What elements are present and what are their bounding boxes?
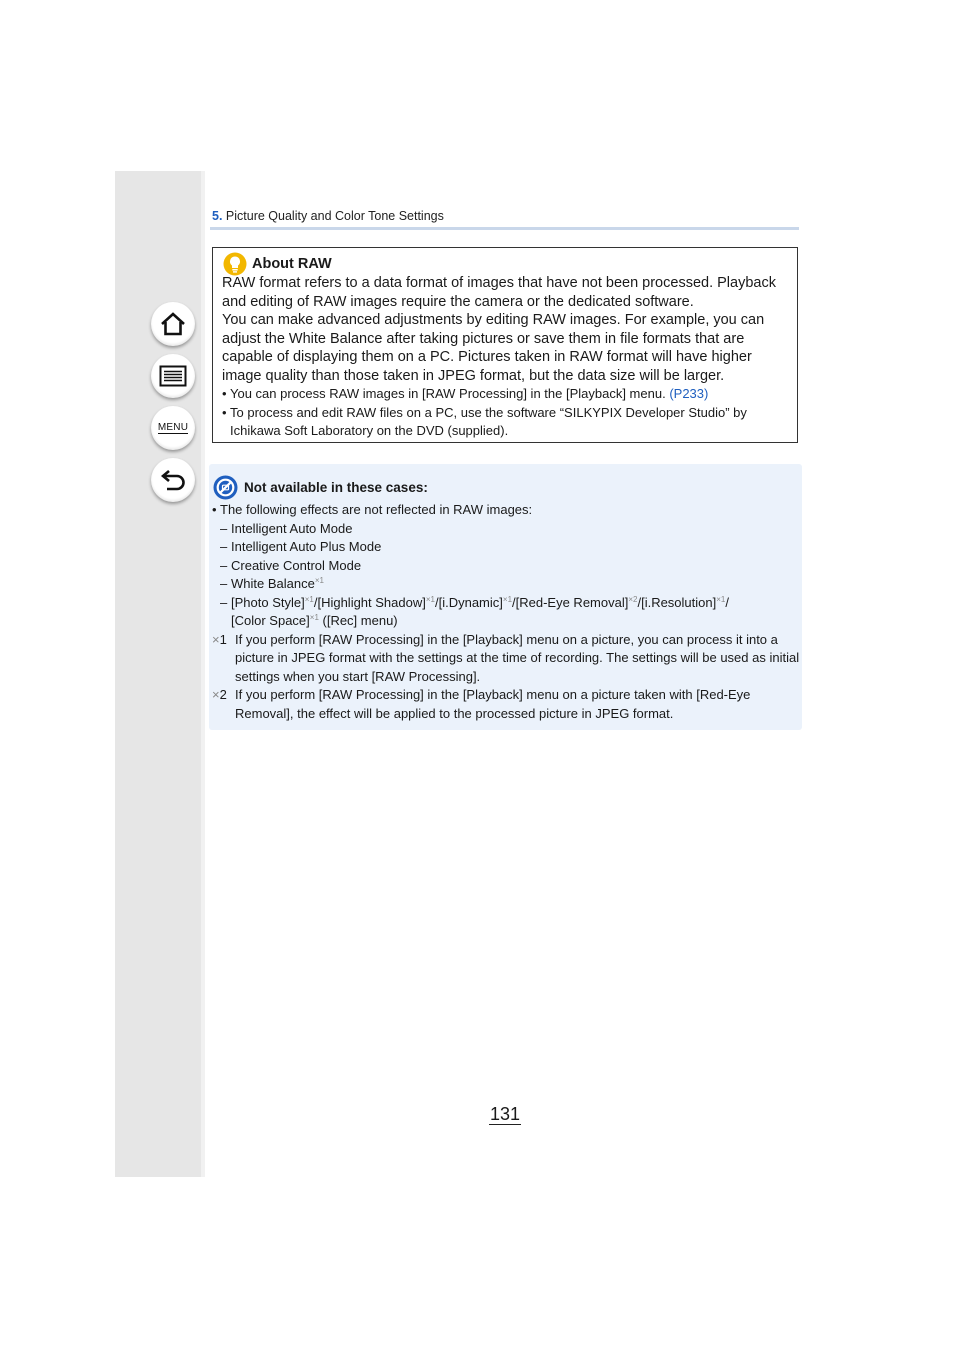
menu-button[interactable] xyxy=(151,406,195,450)
chapter-number: 5. xyxy=(212,209,223,223)
list-item: – Intelligent Auto Mode xyxy=(220,520,353,536)
footnote-text: If you perform [RAW Processing] in the [Playback] menu on a picture taken with [Red-Eye Removal], the effect will be applied to the processed picture in JPEG format. xyxy=(235,687,751,721)
contents-button[interactable] xyxy=(151,354,195,398)
menu-label: MENU xyxy=(157,422,189,433)
about-raw-paragraph: You can make advanced adjustments by editing RAW images. For example, you can adjust the White Balance after taking pictures or save them in file formats that are capable of displaying them on a PC. Pictures taken in RAW format will have higher image quality than those taken in JPEG format, but the data size will be larger. xyxy=(222,312,765,384)
sidebar-edge xyxy=(201,171,205,1177)
list-item: – Intelligent Auto Plus Mode xyxy=(220,539,382,554)
breadcrumb-rule xyxy=(210,227,799,230)
about-raw-bullets xyxy=(222,385,792,441)
intro-text: The following effects are not reflected in RAW images: xyxy=(220,502,533,517)
bullet-text: To process and edit RAW files on a PC, use the software “SILKYPIX Developer Studio” by Ichikawa Soft Laboratory on the DVD (supplied). xyxy=(230,404,747,438)
list-item: • The following effects are not reflected in RAW images: xyxy=(212,501,802,520)
footnote: ×1 If you perform [RAW Processing] in the [Playback] menu on a picture, you can process it into a picture in JPEG format with the settings at the time of recording. The settings will be used as initial settings when you start [RAW Processing]. xyxy=(212,631,802,687)
breadcrumb xyxy=(212,209,444,223)
about-raw-text xyxy=(222,274,792,385)
about-raw-paragraph: RAW format refers to a data format of images that have not been processed. Playback and editing of RAW images require the camera or the dedicated software. xyxy=(222,275,776,310)
about-raw-title: About RAW xyxy=(252,256,332,272)
list-item: • To process and edit RAW files on a PC, use the software “SILKYPIX Developer Studio” by Ichikawa Soft Laboratory on the DVD (supplied). xyxy=(222,404,792,441)
back-button[interactable] xyxy=(151,458,195,502)
not-available-box xyxy=(209,464,802,730)
about-raw-box xyxy=(212,247,798,443)
not-available-heading xyxy=(213,475,428,500)
list-item: • You can process RAW images in [RAW Processing] in the [Playback] menu. (P233) xyxy=(222,386,709,401)
footnote-text: If you perform [RAW Processing] in the [Playback] menu on a picture, you can process it into a picture in JPEG format with the settings at the time of recording. The settings will be used as initial settings when you start [RAW Processing]. xyxy=(235,631,800,684)
page-link[interactable]: (P233) xyxy=(669,386,709,401)
home-icon xyxy=(159,311,187,337)
not-available-title: Not available in these cases: xyxy=(244,480,428,495)
home-button[interactable] xyxy=(151,302,195,346)
page-number: 131 xyxy=(490,1104,521,1124)
list-item: – [Photo Style]$^{\times 1}$/[Highlight Shadow]$^{\times 1}$/[i.Dynamic]$^{\times 1}$/[Red-Eye Removal]$^{\times 2}$/[i.Resolution]$^{\times 1}$/ [Color Space]$^{\times 1}$ ([Rec] menu) xyxy=(212,594,802,631)
about-raw-heading xyxy=(223,252,332,276)
note-mark: ×1 xyxy=(314,576,324,585)
prohibited-icon xyxy=(213,475,238,500)
not-available-text xyxy=(212,501,802,723)
list-item: – Creative Control Mode xyxy=(220,557,362,573)
list-item: – White Balance$^{\times 1}$ xyxy=(220,576,324,591)
return-icon xyxy=(159,468,187,492)
settings-line: [Photo Style]$^{\times 1}$/[Highlight Shadow]$^{\times 1}$/[i.Dynamic]$^{\times 1}$/[Red-Eye Removal]$^{\times 2}$/[i.Resolution]$^{\times 1}$/ [Color Space]$^{\times 1}$ ([Rec] menu) xyxy=(231,594,729,628)
footnote: ×2 If you perform [RAW Processing] in the [Playback] menu on a picture taken with [Red-Eye Removal], the effect will be applied to the processed picture in JPEG format. xyxy=(212,686,802,723)
lightbulb-icon xyxy=(223,252,247,276)
bullet-text: You can process RAW images in [RAW Processing] in the [Playback] menu. xyxy=(230,386,670,401)
list-icon xyxy=(159,365,187,387)
chapter-title: Picture Quality and Color Tone Settings xyxy=(225,209,444,223)
